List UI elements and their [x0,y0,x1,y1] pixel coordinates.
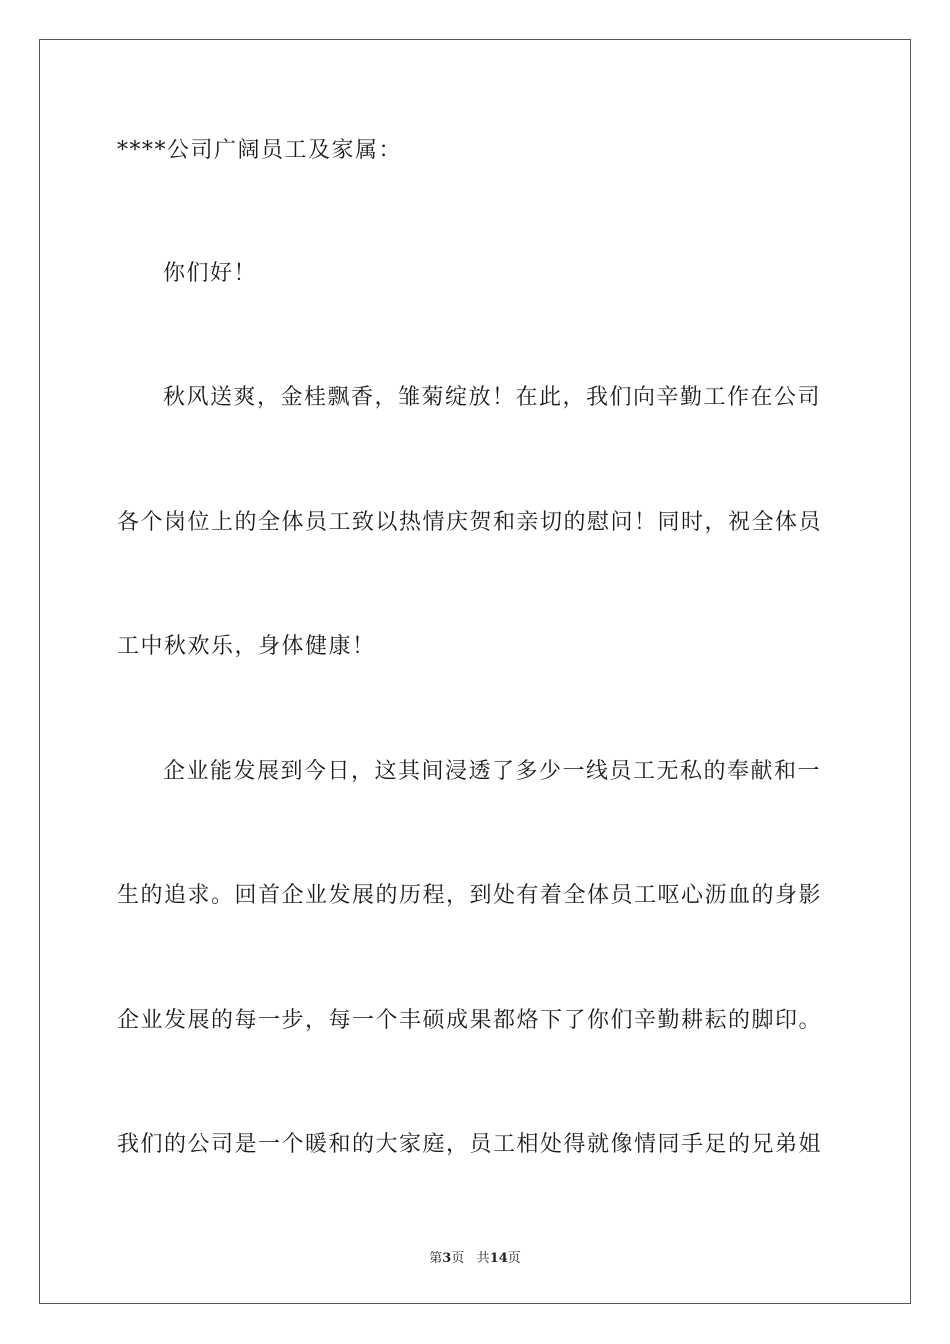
page-number: 3 [442,1251,452,1266]
salutation-line: ****公司广阔员工及家属： [117,138,403,163]
page-border [39,39,911,1304]
page-prefix: 第 [429,1251,443,1266]
paragraph-1-line-3: 工中秋欢乐，身体健康！ [117,634,376,659]
page-suffix: 页 [451,1251,465,1266]
total-pages: 14 [489,1251,508,1266]
paragraph-2-line-4: 我们的公司是一个暖和的大家庭，员工相处得就像情同手足的兄弟姐 [117,1132,823,1157]
paragraph-2-line-3: 企业发展的每一步，每一个丰硕成果都烙下了你们辛勤耕耘的脚印。 [117,1008,823,1033]
greeting-line: 你们好！ [163,261,258,286]
total-prefix: 共 [476,1251,490,1266]
paragraph-2-line-1: 企业能发展到今日，这其间浸透了多少一线员工无私的奉献和一 [163,759,822,784]
paragraph-2-line-2: 生的追求。回首企业发展的历程，到处有着全体员工呕心沥血的身影 [117,883,823,908]
page-footer [0,1247,950,1266]
paragraph-1-line-2: 各个岗位上的全体员工致以热情庆贺和亲切的慰问！同时，祝全体员 [117,510,823,535]
paragraph-1-line-1: 秋风送爽，金桂飘香，雏菊绽放！在此，我们向辛勤工作在公司 [163,385,822,410]
total-suffix: 页 [507,1251,521,1266]
